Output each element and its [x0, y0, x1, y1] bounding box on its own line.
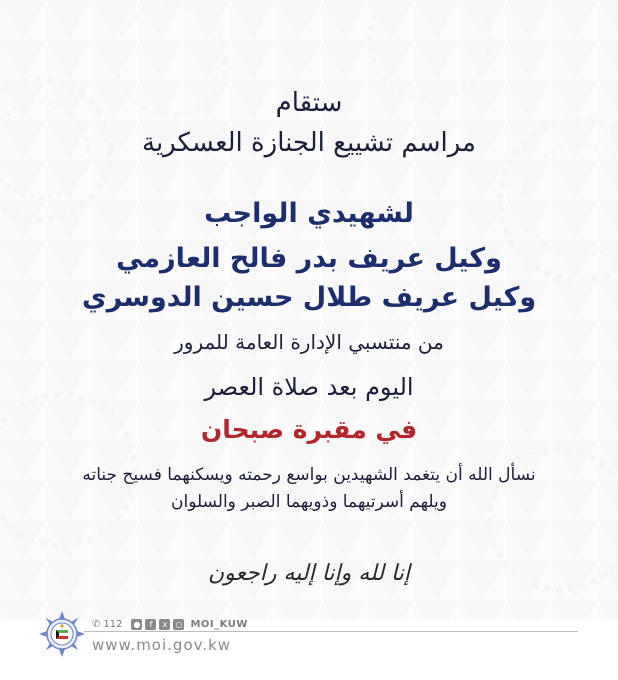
- affiliation-text: من منتسبي الإدارة العامة للمرور: [174, 330, 444, 354]
- ceremony-title: مراسم تشييع الجنازة العسكرية: [142, 128, 476, 158]
- social-bar: [92, 617, 248, 631]
- phone-number: 112: [103, 618, 123, 630]
- location-text: في مقبرة صبحان: [200, 415, 418, 444]
- website-link[interactable]: www.moi.gov.kw: [92, 636, 232, 654]
- time-text: اليوم بعد صلاة العصر: [204, 373, 414, 401]
- intro-text: ستقام: [275, 88, 343, 118]
- social-handle[interactable]: MOI_KUW: [190, 618, 248, 630]
- facebook-icon[interactable]: f: [145, 619, 156, 630]
- prayer-line-2: ويلهم أسرتيهما وذويهما الصبر والسلوان: [170, 492, 447, 512]
- martyr-name-1: وكيل عريف بدر فالح العازمي: [116, 243, 502, 274]
- snapchat-icon[interactable]: ●: [131, 619, 142, 630]
- x-icon[interactable]: x: [159, 619, 170, 630]
- phone-icon: ✆: [92, 618, 101, 630]
- calligraphy-verse: [196, 548, 422, 600]
- footer-divider: [84, 631, 578, 632]
- martyr-name-2: وكيل عريف طلال حسين الدوسري: [81, 282, 537, 313]
- martyrs-heading: لشهيدي الواجب: [204, 198, 414, 229]
- prayer-line-1: نسأل الله أن يتغمد الشهيدين بواسع رحمته ويسكنهما فسيح جناته: [82, 465, 536, 485]
- instagram-icon[interactable]: ○: [173, 619, 184, 630]
- calligraphy-text: إنا لله وإنا إليه راجعون: [208, 561, 410, 586]
- moi-emblem-icon: [38, 610, 86, 658]
